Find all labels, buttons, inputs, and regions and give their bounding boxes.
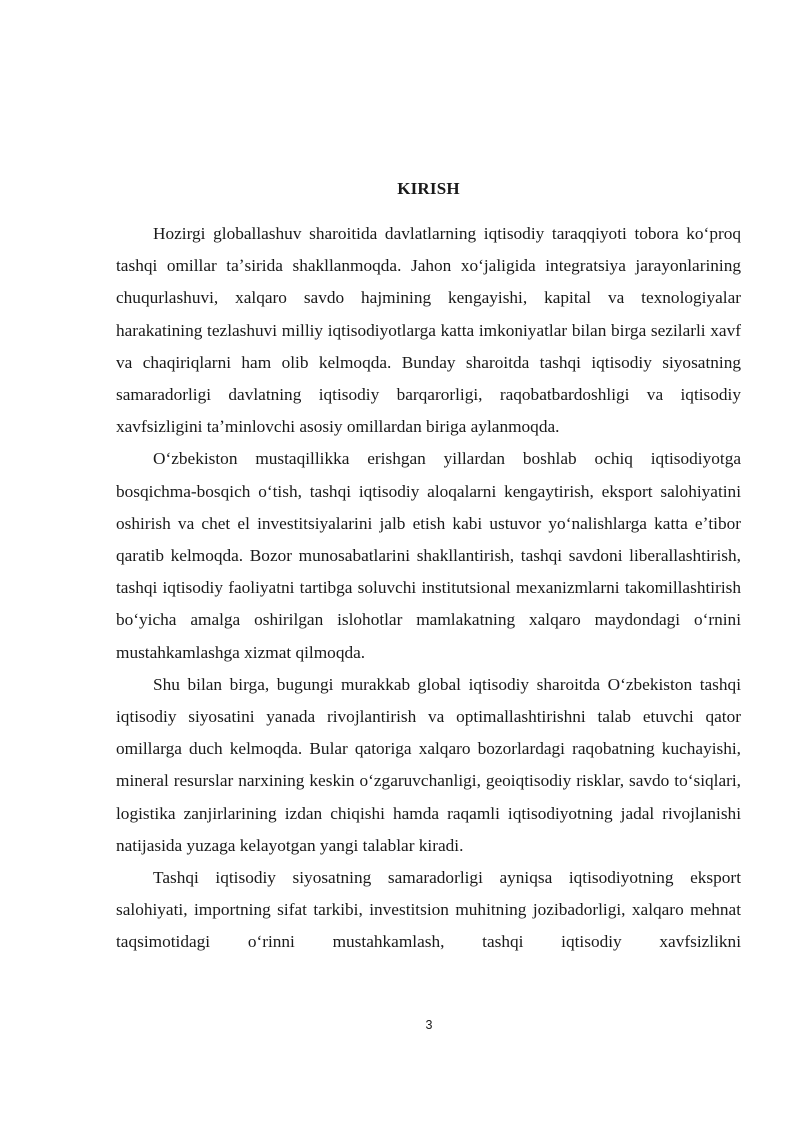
body-text	[116, 218, 741, 959]
paragraph-4: Tashqi iqtisodiy siyosatning samaradorligi ayniqsa iqtisodiyotning eksport salohiyati, importning sifat tarkibi, investitsion muhitning jozibadorligi, xalqaro mehnat taqsimotidagi oʻrinni mustahkamlash, tashqi iqtisodiy xavfsizlikni	[116, 868, 741, 952]
paragraph-2: Oʻzbekiston mustaqillikka erishgan yillardan boshlab ochiq iqtisodiyotga bosqichma-bosqich oʻtish, tashqi iqtisodiy aloqalarni kengaytirish, eksport salohiyatini oshirish va chet el investitsiyalarini jalb etish kabi ustuvor yoʻnalishlarga katta eʼtibor qaratib kelmoqda. Bozor munosabatlarini shakllantirish, tashqi savdoni liberallashtirish, tashqi iqtisodiy faoliyatni tartibga soluvchi institutsional mexanizmlarni takomillashtirish boʻyicha amalga oshirilgan islohotlar mamlakatning xalqaro maydondagi oʻrnini mustahkamlashga xizmat qilmoqda.	[116, 449, 741, 662]
page-number: 3	[425, 1018, 433, 1032]
section-heading: KIRISH	[397, 179, 460, 198]
paragraph-3: Shu bilan birga, bugungi murakkab global iqtisodiy sharoitda Oʻzbekiston tashqi iqtisodiy siyosatini yanada rivojlantirish va optimallashtirishni talab etuvchi qator omillarga duch kelmoqda. Bular qatoriga xalqaro bozorlardagi raqobatning kuchayishi, mineral resurslar narxining keskin oʻzgaruvchanligi, geoiqtisodiy risklar, savdo toʻsiqlari, logistika zanjirlarining izdan chiqishi hamda raqamli iqtisodiyotning jadal rivojlanishi natijasida yuzaga kelayotgan yangi talablar kiradi.	[116, 674, 741, 855]
paragraph-1: Hozirgi globallashuv sharoitida davlatlarning iqtisodiy taraqqiyoti tobora koʻproq tashqi omillar taʼsirida shakllanmoqda. Jahon xoʻjaligida integratsiya jarayonlarining chuqurlashuvi, xalqaro savdo hajmining kengayishi, kapital va texnologiyalar harakatining tezlashuvi milliy iqtisodiyotlarga katta imkoniyatlar bilan birga sezilarli xavf va chaqiriqlarni ham olib kelmoqda. Bunday sharoitda tashqi iqtisodiy siyosatning samaradorligi davlatning iqtisodiy barqarorligi, raqobatbardoshligi va iqtisodiy xavfsizligini taʼminlovchi asosiy omillardan biriga aylanmoqda.	[116, 224, 741, 437]
